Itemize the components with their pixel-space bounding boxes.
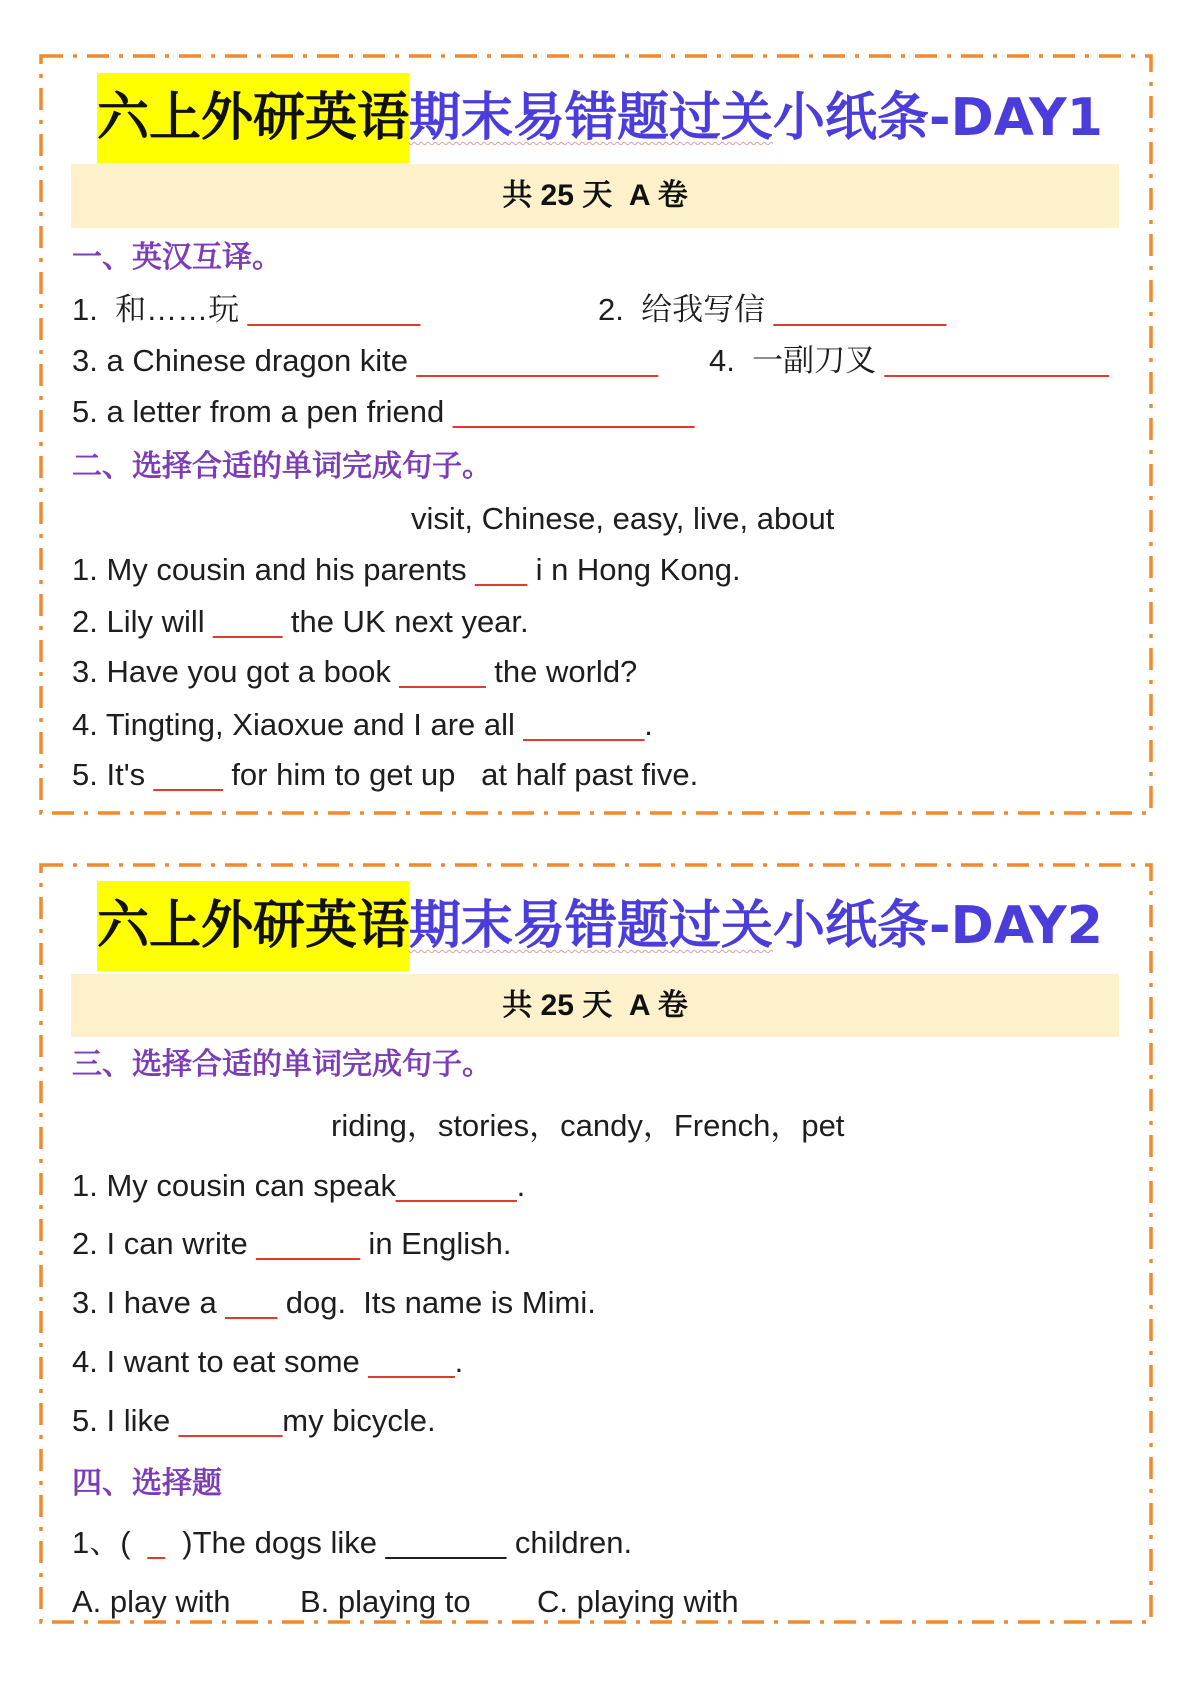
sentence-before: 2. I can write xyxy=(72,1226,257,1261)
title-highlight: 六上外研英语 xyxy=(97,73,409,163)
answer-blank: ___ xyxy=(475,552,527,587)
sentence-2 xyxy=(72,602,529,642)
sentence-after: . xyxy=(644,707,653,742)
sentence-after: for him to get up at half past five. xyxy=(222,757,699,792)
answer-blank: _____________ xyxy=(884,343,1109,378)
answer-blank: ____ xyxy=(213,604,283,639)
translate-item-2 xyxy=(598,290,946,330)
sentence-after: in English. xyxy=(359,1226,512,1261)
title-rest: 小纸条-DAY1 xyxy=(773,88,1103,148)
sentence-5 xyxy=(72,755,698,795)
answer-blank: ____ xyxy=(153,757,223,792)
sentence-after: i n Hong Kong. xyxy=(526,552,741,587)
item-text: 5. a letter from a pen friend xyxy=(72,394,453,429)
sentence-after: the UK next year. xyxy=(282,604,529,639)
sentence-before: 1. My cousin and his parents xyxy=(72,552,476,587)
sentence-after: . xyxy=(516,1168,526,1203)
sentence-5 xyxy=(72,1401,436,1441)
answer-blank: ___ xyxy=(225,1285,278,1320)
sentence-4 xyxy=(72,1342,463,1382)
section-heading-3: 三、选择合适的单词完成句子。 xyxy=(72,1048,492,1081)
sentence-before: 4. Tingting, Xiaoxue and I are all xyxy=(72,707,524,742)
answer-blank: _______ xyxy=(523,707,645,742)
question-text-end: children. xyxy=(506,1525,633,1560)
answer-blank: ______ xyxy=(178,1403,283,1438)
translate-item-1 xyxy=(72,290,420,330)
sentence-1 xyxy=(72,550,741,590)
section-heading-4: 四、选择题 xyxy=(72,1467,222,1500)
answer-blank: _______ xyxy=(395,1168,517,1203)
sentence-before: 2. Lily will xyxy=(72,604,214,639)
item-text: 3. a Chinese dragon kite xyxy=(72,343,417,378)
sentence-before: 4. I want to eat some xyxy=(72,1344,369,1379)
option-a: A. play with xyxy=(72,1584,231,1619)
answer-blank: ______ xyxy=(256,1226,360,1261)
item-text: 1. 和……玩 xyxy=(72,292,248,327)
choice-question-1 xyxy=(72,1523,632,1563)
subtitle-text: 共 25 天 A 卷 xyxy=(502,989,688,1022)
sheet-title-day1 xyxy=(97,73,1103,163)
question-blank: _______ xyxy=(385,1525,507,1560)
title-rest: 小纸条-DAY2 xyxy=(773,896,1103,956)
sentence-after: my bicycle. xyxy=(282,1403,436,1438)
sentence-before: 3. I have a xyxy=(72,1285,226,1320)
answer-blank: ______________ xyxy=(416,343,659,378)
answer-blank: __________ xyxy=(247,292,421,327)
subtitle-text: 共 25 天 A 卷 xyxy=(502,179,688,212)
translate-item-4 xyxy=(709,341,1109,381)
question-text: )The dogs like xyxy=(165,1525,386,1560)
item-text: 4. 一副刀叉 xyxy=(709,343,885,378)
sentence-before: 5. I like xyxy=(72,1403,179,1438)
answer-blank: _____ xyxy=(399,654,486,689)
question-number: 1、( xyxy=(72,1525,148,1560)
translate-item-5 xyxy=(72,392,694,432)
word-bank: visit, Chinese, easy, live, about xyxy=(411,501,835,536)
answer-blank: ______________ xyxy=(452,394,695,429)
subtitle-band-day1 xyxy=(71,164,1119,228)
section-heading-2: 二、选择合适的单词完成句子。 xyxy=(72,450,492,483)
answer-slot: _ xyxy=(147,1525,166,1560)
sentence-after: the world? xyxy=(485,654,638,689)
sentence-after: dog. Its name is Mimi. xyxy=(277,1285,596,1320)
sentence-1 xyxy=(72,1166,525,1206)
translate-item-3 xyxy=(72,341,658,381)
sentence-before: 3. Have you got a book xyxy=(72,654,400,689)
option-c: C. playing with xyxy=(537,1584,739,1619)
title-highlight: 六上外研英语 xyxy=(97,881,409,971)
title-underlined-part: 期末易错题过关 xyxy=(409,896,774,956)
item-text: 2. 给我写信 xyxy=(598,292,774,327)
section-heading-1: 一、英汉互译。 xyxy=(72,241,282,274)
sentence-after: . xyxy=(454,1344,464,1379)
sentence-3 xyxy=(72,1283,596,1323)
subtitle-band-day2 xyxy=(71,974,1119,1037)
sentence-3 xyxy=(72,652,637,692)
sentence-before: 1. My cousin can speak xyxy=(72,1168,396,1203)
answer-blank: __________ xyxy=(773,292,947,327)
sentence-before: 5. It's xyxy=(72,757,154,792)
answer-blank: _____ xyxy=(368,1344,455,1379)
option-b: B. playing to xyxy=(300,1584,471,1619)
word-bank: riding，stories，candy，French，pet xyxy=(331,1108,845,1143)
sentence-2 xyxy=(72,1224,511,1264)
title-underlined-part: 期末易错题过关 xyxy=(409,88,774,148)
sentence-4 xyxy=(72,705,653,745)
sheet-title-day2 xyxy=(97,881,1103,971)
